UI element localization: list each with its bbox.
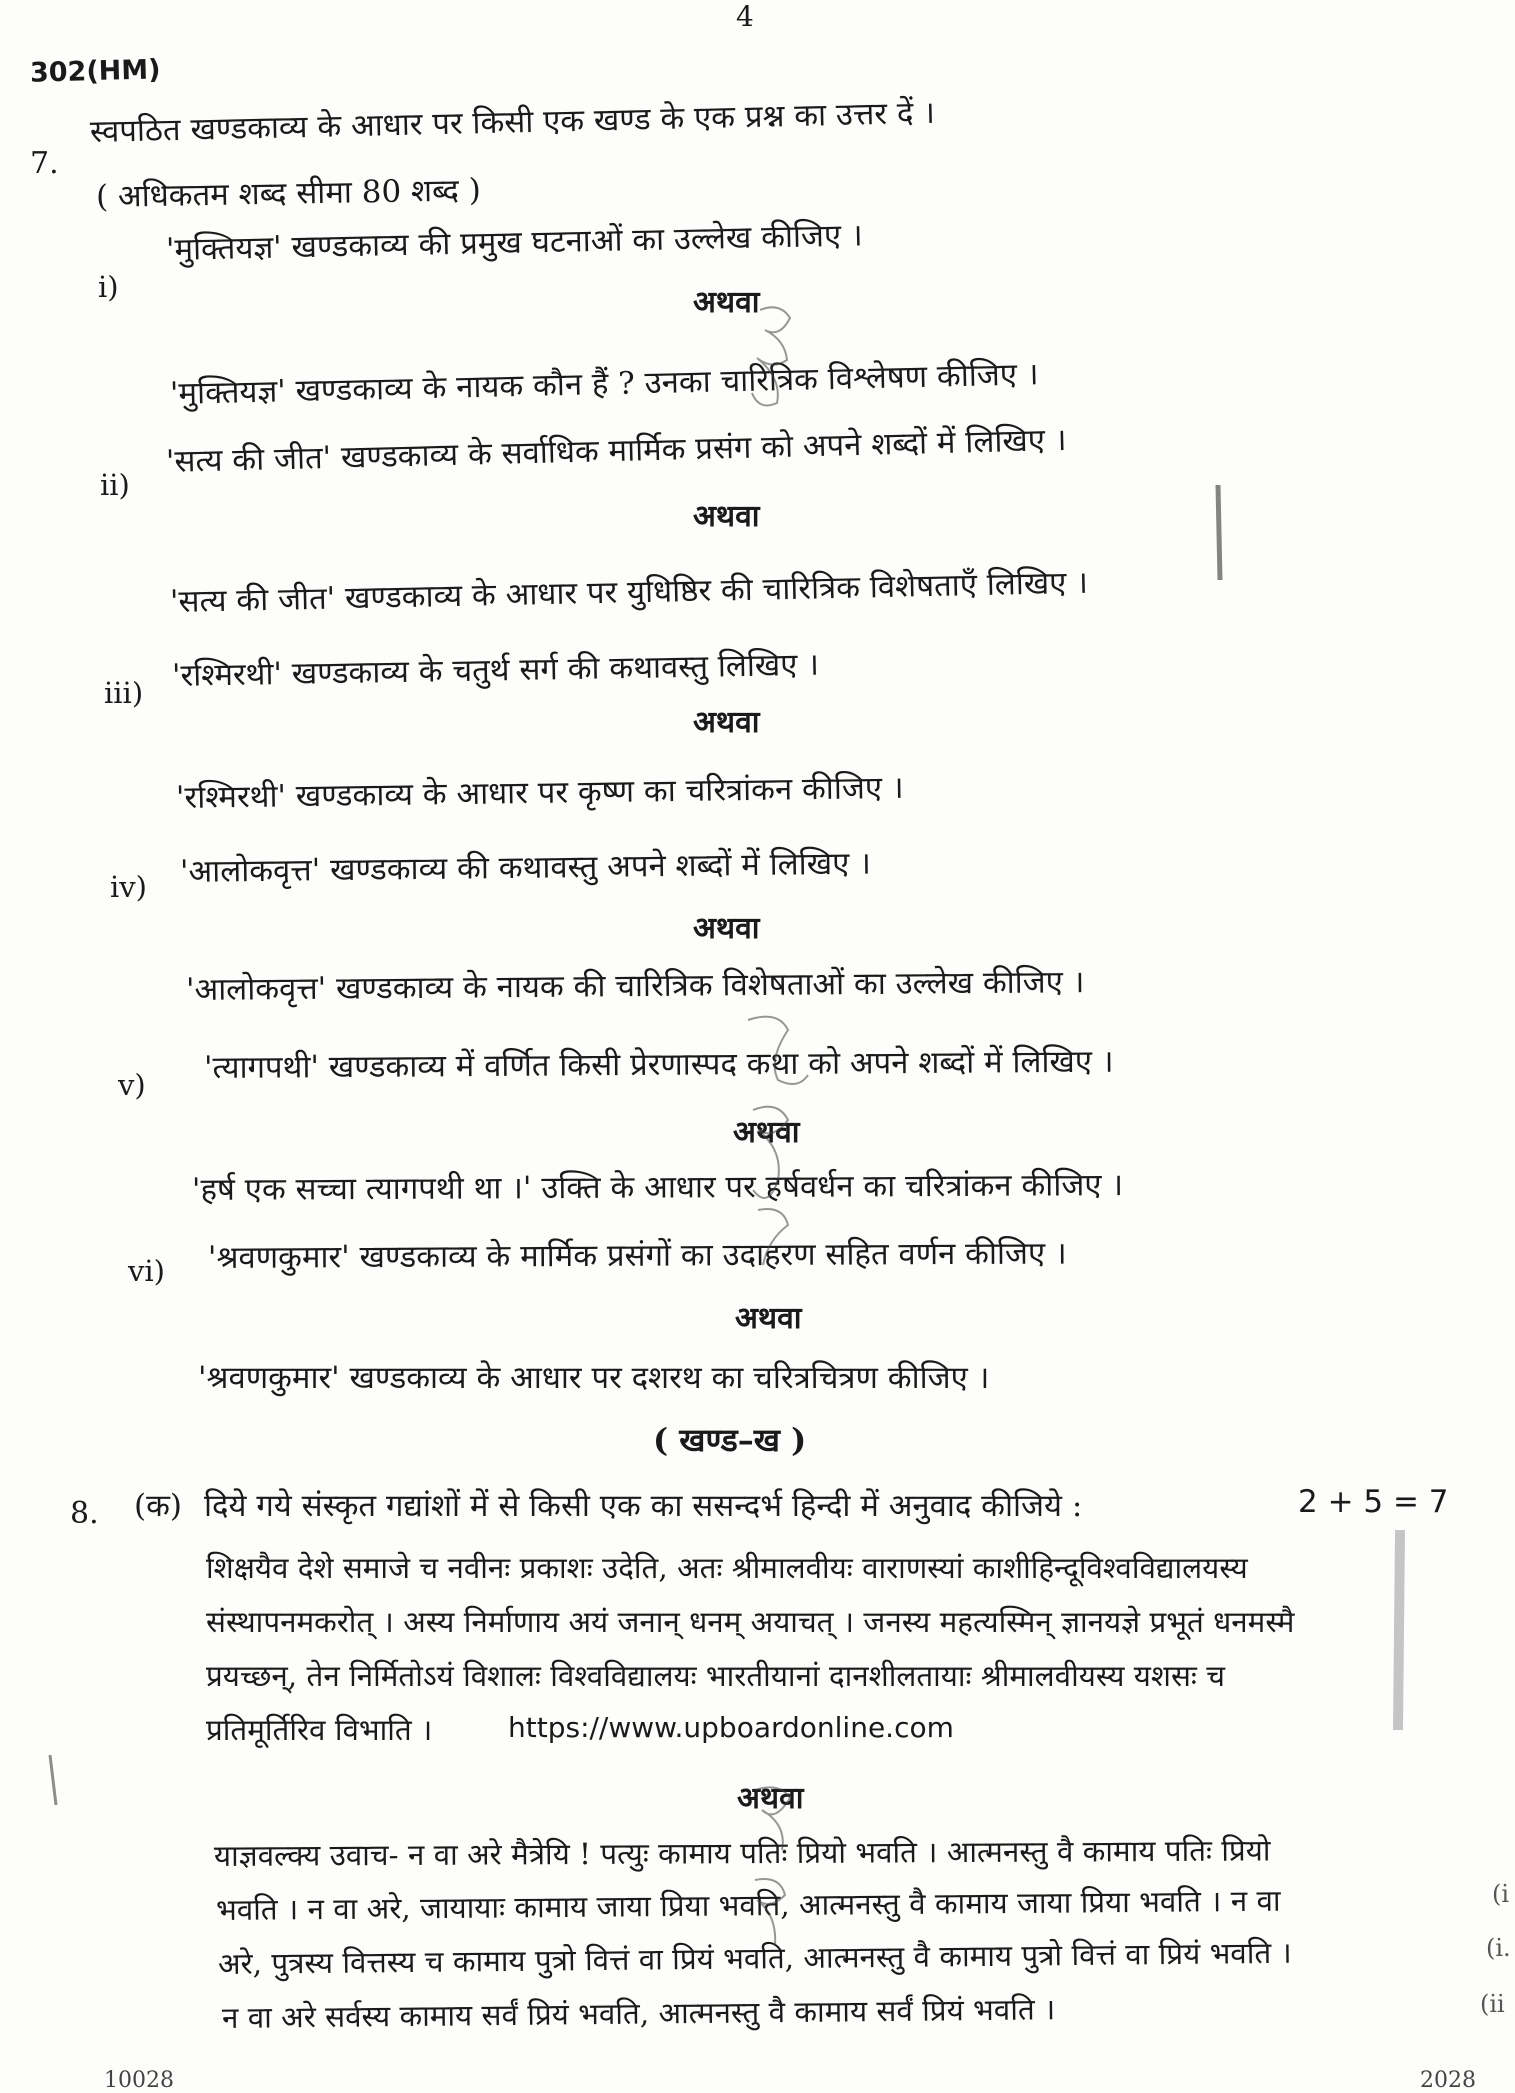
or-label: अथवा (693, 499, 760, 534)
pen-scribble-mark (740, 1770, 820, 1980)
q7-item-alt-question: 'हर्ष एक सच्चा त्यागपथी था ।' उक्ति के आधार पर हर्षवर्धन का चरित्रांकन कीजिए । (191, 1167, 1124, 1208)
or-label: अथवा (693, 911, 760, 946)
or-label: अथवा (735, 1301, 802, 1336)
q7-item-alt-question: 'मुक्तियज्ञ' खण्डकाव्य के नायक कौन हैं ? उनका चारित्रिक विश्लेषण कीजिए । (169, 356, 1039, 412)
scan-mark (1380, 1520, 1420, 1740)
q7-item-label: v) (118, 1068, 146, 1102)
q7-item-question: 'सत्य की जीत' खण्डकाव्य के सर्वाधिक मार्मिक प्रसंग को अपने शब्दों में लिखिए । (165, 421, 1067, 480)
q7-item-question: 'रश्मिरथी' खण्डकाव्य के चतुर्थ सर्ग की कथावस्तु लिखिए । (171, 646, 820, 694)
q8-marks: 2 + 5 = 7 (1298, 1484, 1449, 1520)
passage2-line: याज्ञवल्क्य उवाच- न वा अरे मैत्रेयि ! पत्युः कामाय पतिः प्रियो भवति । आत्मनस्तु वै कामाय पतिः प्रियो (213, 1833, 1271, 1873)
or-label: अथवा (737, 1781, 804, 1816)
passage1-line: शिक्षयैव देशे समाजे च नवीनः प्रकाशः उदेति, अतः श्रीमालवीयः वाराणस्यां काशीहिन्दूविश्वविद्यालयस्य (206, 1551, 1248, 1585)
q7-item-question: 'श्रवणकुमार' खण्डकाव्य के मार्मिक प्रसंगों का उदाहरण सहित वर्णन कीजिए । (207, 1235, 1067, 1276)
or-label: अथवा (693, 285, 760, 320)
q7-item-label: vi) (128, 1254, 165, 1288)
paper-code: 302(HM) (29, 54, 161, 89)
scan-mark (42, 1750, 62, 1810)
q7-item-question: 'त्यागपथी' खण्डकाव्य में वर्णित किसी प्रेरणास्पद कथा को अपने शब्दों में लिखिए । (203, 1043, 1114, 1086)
pen-scribble-mark (740, 300, 820, 440)
passage2-line: अरे, पुत्रस्य वित्तस्य च कामाय पुत्रो वित्तं वा प्रियं भवति, आत्मनस्तु वै कामाय पुत्रो वित्तं वा प्रियं भवति । (217, 1935, 1292, 1981)
q7-item-label: i) (98, 270, 119, 304)
passage1-line: संस्थापनमकरोत् । अस्य निर्माणाय अयं जनान् धनम् अयाचत् । जनस्य महत्यस्मिन् ज्ञानयज्ञे प्रभूतं धनमस्मै (206, 1605, 1295, 1639)
q7-item-label: ii) (100, 468, 130, 502)
scan-mark (1208, 480, 1228, 590)
margin-fragment: (ii (1480, 1990, 1505, 2018)
q7-item-label: iv) (110, 870, 147, 904)
q7-item-alt-question: 'आलोकवृत्त' खण्डकाव्य के नायक की चारित्रिक विशेषताओं का उल्लेख कीजिए । (185, 964, 1085, 1008)
or-label: अथवा (693, 705, 760, 740)
q8-number: 8. (70, 1496, 99, 1531)
passage2-line: भवति । न वा अरे, जायायाः कामाय जाया प्रिया भवति, आत्मनस्तु वै कामाय जाया प्रिया भवति । न वा (215, 1883, 1281, 1927)
section-heading: ( खण्ड–ख ) (653, 1421, 807, 1459)
footer-left: 10028 (104, 2068, 174, 2093)
passage1-line: प्रयच्छन्, तेन निर्मितोऽयं विशालः विश्वविद्यालयः भारतीयानां दानशीलतायाः श्रीमालवीयस्य यशसः च (206, 1659, 1225, 1693)
q7-item-alt-question: 'सत्य की जीत' खण्डकाव्य के आधार पर युधिष्ठिर की चारित्रिक विशेषताएँ लिखिए । (169, 564, 1089, 620)
pen-scribble-mark (738, 1000, 828, 1300)
passage2-line: न वा अरे सर्वस्य कामाय सर्वं प्रियं भवति, आत्मनस्तु वै कामाय सर्वं प्रियं भवति । (221, 1992, 1056, 2035)
q7-item-alt-question: 'श्रवणकुमार' खण्डकाव्य के आधार पर दशरथ का चरित्रचित्रण कीजिए । (198, 1360, 990, 1396)
page-number: 4 (736, 0, 754, 33)
q8-instruction: दिये गये संस्कृत गद्यांशों में से किसी एक का ससन्दर्भ हिन्दी में अनुवाद कीजिये : (204, 1488, 1083, 1524)
q7-item-question: 'मुक्तियज्ञ' खण्डकाव्य की प्रमुख घटनाओं का उल्लेख कीजिए । (165, 217, 864, 268)
q7-item-label: iii) (104, 676, 144, 710)
footer-right: 2028 (1420, 2068, 1476, 2093)
passage1-line: प्रतिमूर्तिरिव विभाति । (206, 1713, 433, 1747)
q7-number: 7. (30, 146, 59, 181)
q7-item-alt-question: 'रश्मिरथी' खण्डकाव्य के आधार पर कृष्ण का चरित्रांकन कीजिए । (175, 769, 904, 816)
q7-item-question: 'आलोकवृत्त' खण्डकाव्य की कथावस्तु अपने शब्दों में लिखिए । (179, 845, 872, 890)
q7-word-limit: ( अधिकतम शब्द सीमा 80 शब्द ) (95, 172, 482, 215)
margin-fragment: (i (1492, 1880, 1510, 1908)
source-url: https://www.upboardonline.com (508, 1711, 954, 1744)
margin-fragment: (i. (1486, 1934, 1511, 1962)
or-label: अथवा (733, 1115, 800, 1150)
q7-instruction: स्वपठित खण्डकाव्य के आधार पर किसी एक खण्ड के एक प्रश्न का उत्तर दें । (89, 94, 936, 150)
q8-part: (क) (134, 1488, 182, 1524)
